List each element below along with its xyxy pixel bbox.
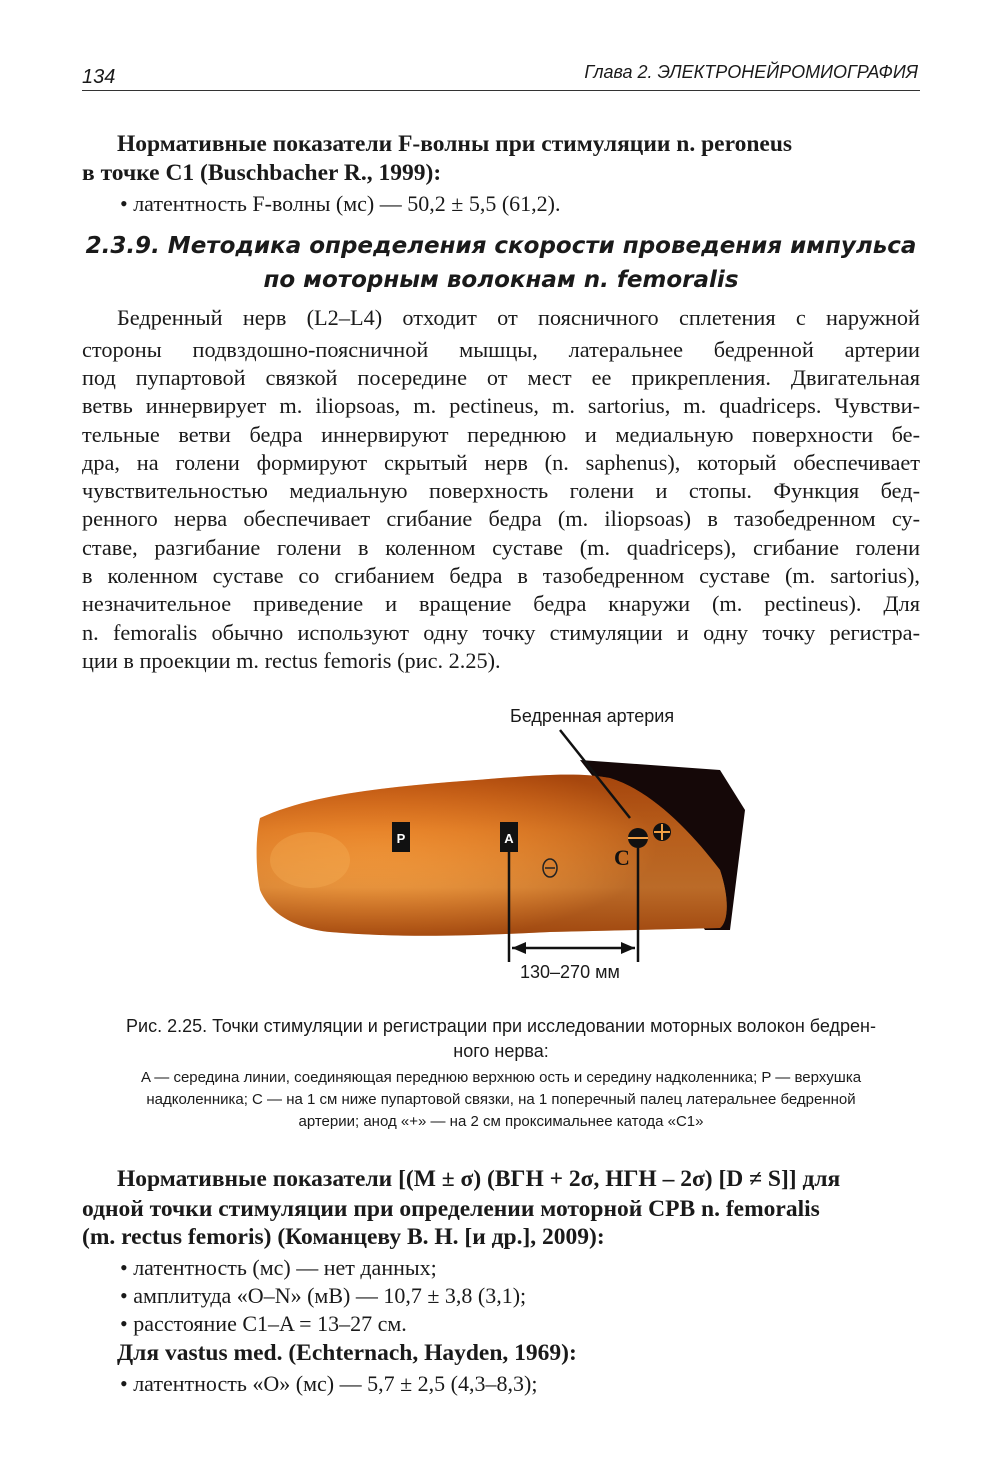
distance-label: 130–270 мм: [520, 962, 620, 982]
artery-label: Бедренная артерия: [510, 706, 675, 726]
figure-legend-line2: надколенника; C — на 1 см ниже пупартовой связки, на 1 поперечный палец латеральнее бедренной: [146, 1091, 856, 1108]
thigh-illustration: [250, 700, 750, 1000]
section-title-line2: по моторным волокнам n. femoralis: [263, 267, 739, 293]
body-line: в коленном суставе со сгибанием бедра в тазобедренном суставе (m. sartorius),: [82, 563, 920, 588]
running-header: Глава 2. ЭЛЕКТРОНЕЙРОМИОГРАФИЯ: [584, 62, 918, 82]
distance-arrowhead-right: [621, 942, 635, 954]
vastus-heading: Для vastus med. (Echternach, Hayden, 1969):: [117, 1340, 577, 1366]
figure-caption-line2: ного нерва:: [453, 1041, 549, 1061]
page-number: 134: [82, 66, 116, 88]
list-item: • амплитуда «O–N» (мВ) — 10,7 ± 3,8 (3,1);: [120, 1283, 527, 1308]
peroneus-heading-line2: в точке C1 (Buschbacher R., 1999):: [82, 160, 442, 186]
section-title-line1: 2.3.9. Методика определения скорости проведения импульса: [85, 233, 917, 259]
body-line: ренного нерва обеспечивает сгибание бедра (m. iliopsoas) в тазобедренном су-: [82, 506, 920, 531]
body-line: ставе, разгибание голени в коленном суставе (m. quadriceps), сгибание голени: [82, 535, 920, 560]
figure-thigh: [250, 700, 750, 1000]
femoralis-heading-line2: одной точки стимуляции при определении моторной СРВ n. femoralis: [82, 1196, 820, 1222]
body-line: стороны подвздошно-поясничной мышцы, латеральнее бедренной артерии: [82, 337, 920, 362]
femoralis-heading-line1: Нормативные показатели [(M ± σ) (ВГН + 2σ, НГН – 2σ) [D ≠ S]] для: [117, 1166, 841, 1192]
body-line: Бедренный нерв (L2–L4) отходит от поясничного сплетения с наружной: [117, 305, 920, 330]
peroneus-heading-line1: Нормативные показатели F-волны при стимуляции n. peroneus: [117, 131, 793, 157]
figure-legend-line1: A — середина линии, соединяющая переднюю верхнюю ость и середину надколенника; P — верхушка: [140, 1069, 862, 1086]
figure-legend-line3: артерии; анод «+» — на 2 см проксимальнее катода «C1»: [298, 1113, 704, 1130]
body-line: дра, на голени формируют скрытый нерв (n. saphenus), который обеспечивает: [82, 450, 920, 475]
knee-highlight: [270, 832, 350, 888]
femoralis-heading-line3: (m. rectus femoris) (Команцеву В. Н. [и др.], 2009):: [82, 1224, 605, 1250]
marker-c-label: C: [614, 845, 630, 870]
distance-arrowhead-left: [512, 942, 526, 954]
list-item: • латентность (мс) — нет данных;: [120, 1255, 437, 1280]
body-line: n. femoralis обычно используют одну точку стимуляции и одну точку регистра-: [82, 620, 920, 645]
marker-a-label: A: [504, 831, 514, 846]
list-item: • расстояние C1–A = 13–27 см.: [120, 1311, 407, 1336]
marker-p-label: P: [396, 831, 406, 846]
list-item: • латентность «O» (мс) — 5,7 ± 2,5 (4,3–8,3);: [120, 1371, 538, 1396]
body-line: незначительное приведение и вращение бедра кнаружи (m. pectineus). Для: [82, 591, 920, 616]
peroneus-latency-bullet: • латентность F-волны (мс) — 50,2 ± 5,5 (61,2).: [120, 191, 561, 216]
body-line: под пупартовой связкой посередине от мест ее прикрепления. Двигательная: [82, 365, 920, 390]
figure-caption-line1: Рис. 2.25. Точки стимуляции и регистрации при исследовании моторных волокон бедрен-: [126, 1016, 876, 1036]
body-line: ции в проекции m. rectus femoris (рис. 2.25).: [82, 648, 501, 673]
header-rule: [82, 90, 920, 91]
body-line: чувствительностью медиальную поверхность голени и стопы. Функция бед-: [82, 478, 920, 503]
body-line: тельные ветви бедра иннервируют переднюю и медиальную поверхности бе-: [82, 422, 920, 447]
body-line: ветвь иннервирует m. iliopsoas, m. pectineus, m. sartorius, m. quadriceps. Чувстви-: [82, 393, 920, 418]
